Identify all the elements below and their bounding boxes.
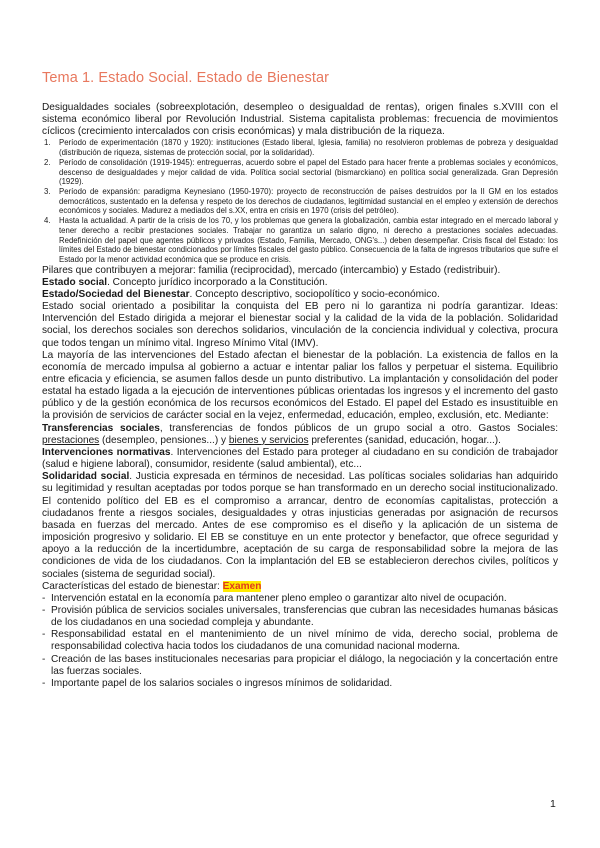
list-number: 2.: [44, 157, 51, 167]
transferencias-paragraph: [42, 423, 558, 447]
dash-bullet: -: [42, 629, 46, 641]
page-number: 1: [550, 798, 556, 810]
list-item: [42, 158, 558, 187]
list-text: Intervención estatal en la economía para mantener pleno empleo o garantizar alto nivel de ocupación.: [51, 592, 507, 604]
definition-text: . Intervenciones del Estado para proteger al ciudadano en su condición de trabajador (salud e higiene laboral), consumidor, residente (salud ambiental), etc...: [42, 446, 559, 471]
dash-bullet: -: [42, 592, 46, 604]
list-text: Importante papel de los salarios sociales o ingresos mínimos de solidaridad.: [51, 677, 393, 689]
caracteristicas-heading: [42, 581, 558, 593]
list-item: [42, 678, 558, 690]
pilares-paragraph: Pilares que contribuyen a mejorar: familia (reciprocidad), mercado (intercambio) y Estado (redistribuir).: [42, 264, 501, 276]
term-estado-social: Estado social: [42, 276, 108, 288]
term-intervenciones: Intervenciones normativas: [42, 446, 171, 458]
dash-bullet: -: [42, 677, 46, 689]
list-text: Provisión pública de servicios sociales universales, transferencias que cubran las necesidades humanas básicas de los ciudadanos en una sociedad compleja y abundante.: [51, 604, 558, 629]
definition-text: preferentes (sanidad, educación, hogar...).: [308, 434, 501, 446]
list-item: [42, 216, 558, 265]
list-number: 3.: [44, 186, 51, 196]
underlined-prestaciones: prestaciones: [42, 434, 100, 446]
definition-text: . Concepto jurídico incorporado a la Constitución.: [107, 276, 328, 288]
page-content: [42, 70, 558, 690]
caracteristicas-list: [42, 593, 558, 690]
caracteristicas-label: Características del estado de bienestar:: [42, 580, 223, 592]
solidaridad-paragraph: [42, 471, 558, 580]
term-solidaridad: Solidaridad social: [42, 471, 130, 483]
list-item: [42, 187, 558, 216]
list-number: 4.: [44, 216, 51, 226]
list-item: [42, 593, 558, 605]
list-number: 1.: [44, 138, 51, 148]
definition-text: . Concepto descriptivo, sociopolítico y socio-económico.: [189, 288, 440, 300]
definition-text: (desempleo, pensiones...) y: [99, 434, 229, 446]
definition-text: , transferencias de fondos públicos de un grupo social a otro. Gastos Sociales:: [159, 422, 559, 434]
estado-social-paragraph: [42, 277, 558, 289]
intervenciones-paragraph: [42, 447, 558, 471]
list-text: Hasta la actualidad. A partir de la crisis de los 70, y los problemas que genera la globalización, cambia estar integrado en el mercado laboral y tener derecho a recibir prestaciones sociales. Trabajar no garantiza un salario digno, ni derecho a prestaciones sociales adecuadas. Redefinición del papel que agentes públicos y privados (Estado, Familia, Mercado, ONG's...) deben desempeñar. Crisis fiscal del Estado: los límites del Estado de bienestar condicionados por límites fiscales del gasto público. Consecuencia de la falta de ingresos tributarios que sufre el Estado por la menor actividad económica que se produce en crisis.: [59, 216, 558, 264]
page-title: Tema 1. Estado Social. Estado de Bienestar: [42, 70, 330, 86]
term-transferencias: Transferencias sociales: [42, 422, 160, 434]
definition-text: . Justicia expresada en términos de necesidad. Las políticas sociales solidarias han adquirido su legitimidad y resultan aceptadas por todos porque se han transformado en un derecho social institucionalizado. El contenido político del EB es el compromiso a arrancar, dentro de economías capitalistas, protección a ciudadanos frente a riesgos sociales, desigualdades y otras injusticias generadas por asignación de recursos basada en fuerzas del mercado. Antes de ese compromiso es el diseño y la aplicación de un sistema de imposición progresivo y solidario. El EB se constituye en un ente protector y benefactor, que ofrece seguridad y apoyo a la reducción de la incertidumbre, aceptación de su carga de responsabilidad sobre la mejora de las condiciones de vida de los ciudadanos. Con la implantación del EB se establecieron derechos civiles, políticos y sociales (sistema de seguridad social).: [42, 471, 558, 580]
list-text: Período de consolidación (1919-1945): entreguerras, acuerdo sobre el papel del Estado para hacer frente a problemas sociales y económicos, descenso de desigualdades y mejor calidad de vida. Política social sectorial (bismarckiano) en política social generalizada. Gran Depresión (1929).: [59, 157, 558, 187]
list-item: [42, 654, 558, 678]
dash-bullet: -: [42, 604, 46, 616]
term-estado-sociedad: Estado/Sociedad del Bienestar: [42, 288, 190, 300]
dash-bullet: -: [42, 653, 46, 665]
intro-paragraph: Desigualdades sociales (sobreexplotación, desempleo o desigualdad de rentas), origen finales s.XVIII con el sistema económico liberal por Revolución Industrial. Sistema capitalista problemas: frecuencia de movimientos cíclicos (crecimiento intercalados con crisis económicas) y mala distribución de la riqueza.: [42, 102, 558, 138]
list-item: [42, 629, 558, 653]
list-item: [42, 138, 558, 157]
estado-sociedad-paragraph: [42, 289, 558, 301]
list-text: Responsabilidad estatal en el mantenimiento de un nivel mínimo de vida, derecho social, problema de responsabilidad colectiva hacia todos los ciudadanos de una comunidad nacional moderna.: [51, 629, 558, 653]
examen-highlight: Examen: [222, 580, 262, 592]
underlined-bienes-servicios: bienes y servicios: [228, 434, 309, 446]
list-item: [42, 605, 558, 629]
mayoria-paragraph: La mayoría de las intervenciones del Estado afectan el bienestar de la población. La existencia de fallos en la economía de mercado impulsa al gobierno a actuar e intentar paliar los fallos y perpetuar el sistema. Equilibrio entre eficacia y eficiencia, se asumen fallos desde un punto distributivo. La implantación y consolidación del poder estatal ha estado ligada a la ejecución de interventiones públicas orientadas los ingresos y el incremento del gasto público y de la gestión económica de los recursos económicos del Estado. El papel del Estado es insustituible en la provisión de servicios de carácter social en la vejez, enfermedad, educación, empleo, exclusión, etc. Mediante:: [42, 349, 558, 422]
list-text: Creación de las bases institucionales necesarias para propiciar el diálogo, la negociación y la concertación entre las fuerzas sociales.: [51, 653, 558, 677]
periods-list: [42, 138, 558, 264]
list-text: Período de expansión: paradigma Keynesiano (1950-1970): proyecto de reconstrucción de países destruidos por la II GM en los estados democráticos, sustentado en la defensa y respeto de los derechos de ciudadanos, legitimidad sustancial en el empleo y extensión de derechos económicos y sociales. Madurez a mediados del s.XX, entra en crisis en 1970 (crisis del petróleo).: [59, 186, 558, 216]
list-text: Período de experimentación (1870 y 1920): instituciones (Estado liberal, Iglesia, familia) no resolvieron problemas de pobreza y desigualdad (distribución de riqueza, sistemas de protección social, por la solidaridad).: [59, 138, 558, 158]
orientado-paragraph: Estado social orientado a posibilitar la conquista del EB pero ni lo garantiza ni podría garantizar. Ideas: Intervención del Estado dirigida a mejorar el bienestar social y la calidad de la vida de la población. Solidaridad social, los derechos sociales son derechos solidarios, vinculación de la conciencia individual y colectiva, procura que todos tengan un mínimo vital. Ingreso Mínimo Vital (IMV).: [42, 301, 558, 349]
